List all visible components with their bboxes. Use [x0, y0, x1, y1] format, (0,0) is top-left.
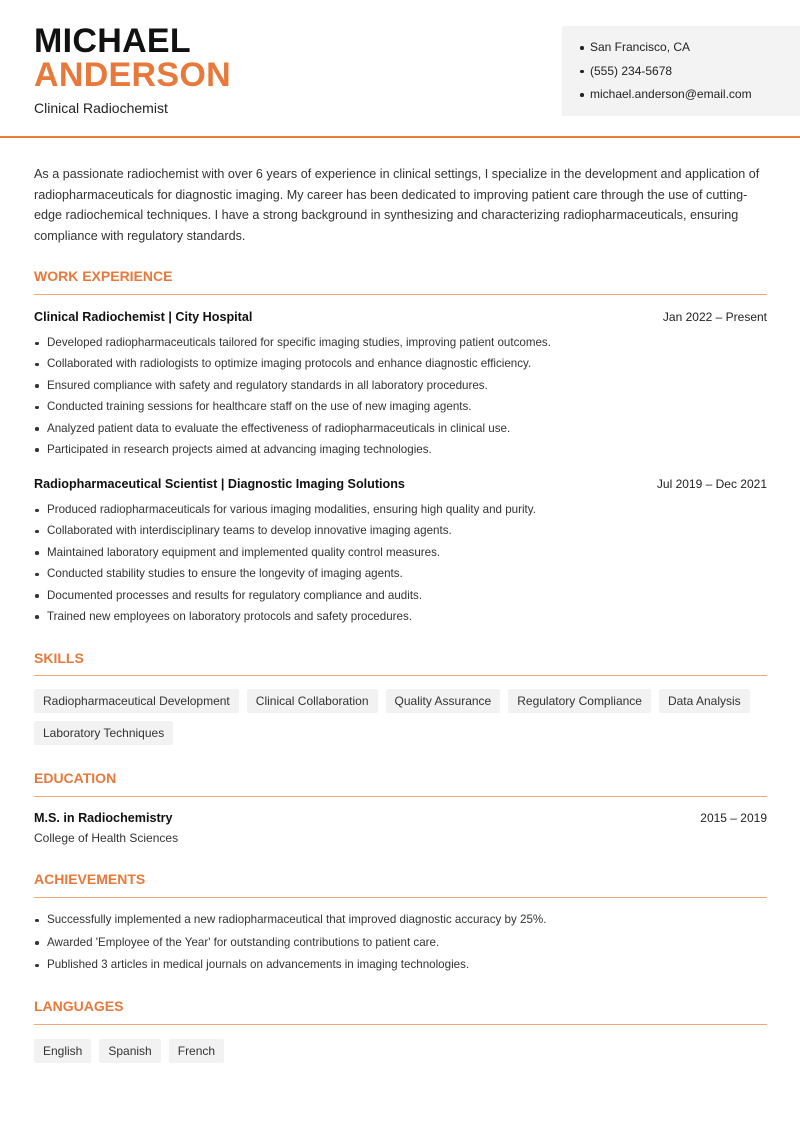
- summary: As a passionate radiochemist with over 6 years of experience in clinical settings, I specialize in the development and application of radiopharmaceuticals for diagnostic imaging. My career has been dedicated to improving patient care through the use of cutting-edge radiochemical techniques. I have a strong background in synthesizing and characterizing radiopharmaceuticals, ensuring compliance with regulatory standards.: [34, 167, 760, 243]
- job-header: [34, 477, 767, 491]
- skill-tag: Data Analysis: [659, 689, 750, 713]
- job-title: Clinical Radiochemist: [34, 100, 168, 116]
- contact-email[interactable]: michael.anderson@email.com: [580, 85, 800, 109]
- job-header: [34, 310, 767, 324]
- list-item: Conducted stability studies to ensure the longevity of imaging agents.: [34, 565, 767, 586]
- section-title-skills: SKILLS: [34, 650, 84, 666]
- first-name: MICHAEL: [34, 22, 191, 60]
- list-item: Ensured compliance with safety and regulatory standards in all laboratory procedures.: [34, 377, 767, 398]
- language-tags: [34, 1039, 774, 1063]
- list-item: Developed radiopharmaceuticals tailored for specific imaging studies, improving patient outcomes.: [34, 334, 767, 355]
- resume-header: [0, 0, 800, 138]
- skill-tag: Quality Assurance: [386, 689, 501, 713]
- list-item: Trained new employees on laboratory protocols and safety procedures.: [34, 608, 767, 629]
- section-divider: [34, 897, 767, 898]
- job-dates: Jan 2022 – Present: [662, 310, 767, 324]
- skill-tag: Regulatory Compliance: [508, 689, 651, 713]
- education-dates: 2015 – 2019: [700, 811, 767, 825]
- section-title-languages: LANGUAGES: [34, 998, 124, 1014]
- section-divider: [34, 796, 767, 797]
- language-tag: English: [34, 1039, 91, 1063]
- contact-list: [580, 38, 800, 109]
- section-divider: [34, 1024, 767, 1025]
- job-bullets: [34, 334, 767, 462]
- skill-tag: Radiopharmaceutical Development: [34, 689, 239, 713]
- list-item: Collaborated with radiologists to optimize imaging protocols and enhance diagnostic efficiency.: [34, 355, 767, 376]
- contact-location: San Francisco, CA: [580, 38, 800, 62]
- section-divider: [34, 675, 767, 676]
- education-degree: M.S. in Radiochemistry: [34, 811, 173, 825]
- list-item: Collaborated with interdisciplinary teams to develop innovative imaging agents.: [34, 522, 767, 543]
- section-title-education: EDUCATION: [34, 770, 117, 786]
- job-role: Clinical Radiochemist | City Hospital: [34, 310, 253, 324]
- list-item: Produced radiopharmaceuticals for various imaging modalities, ensuring high quality and purity.: [34, 501, 767, 522]
- list-item: Awarded 'Employee of the Year' for outstanding contributions to patient care.: [34, 934, 767, 957]
- last-name: ANDERSON: [34, 56, 231, 94]
- language-tag: Spanish: [99, 1039, 160, 1063]
- skill-tag: Clinical Collaboration: [247, 689, 378, 713]
- list-item: Successfully implemented a new radiopharmaceutical that improved diagnostic accuracy by 25%.: [34, 911, 767, 934]
- list-item: Documented processes and results for regulatory compliance and audits.: [34, 587, 767, 608]
- section-divider: [34, 294, 767, 295]
- list-item: Conducted training sessions for healthcare staff on the use of new imaging agents.: [34, 398, 767, 419]
- language-tag: French: [169, 1039, 224, 1063]
- section-title-achievements: ACHIEVEMENTS: [34, 871, 146, 887]
- list-item: Analyzed patient data to evaluate the effectiveness of radiopharmaceuticals in clinical use.: [34, 420, 767, 441]
- list-item: Published 3 articles in medical journals on advancements in imaging technologies.: [34, 956, 767, 979]
- education-school: College of Health Sciences: [34, 831, 179, 845]
- contact-phone: (555) 234-5678: [580, 62, 800, 86]
- achievement-bullets: [34, 911, 767, 979]
- job-dates: Jul 2019 – Dec 2021: [656, 477, 767, 491]
- job-bullets: [34, 501, 767, 629]
- skills-tags: [34, 689, 774, 745]
- section-title-work: WORK EXPERIENCE: [34, 268, 173, 284]
- list-item: Maintained laboratory equipment and implemented quality control measures.: [34, 544, 767, 565]
- skill-tag: Laboratory Techniques: [34, 721, 173, 745]
- list-item: Participated in research projects aimed at advancing imaging technologies.: [34, 441, 767, 462]
- contact-box: [562, 26, 800, 116]
- job-role: Radiopharmaceutical Scientist | Diagnostic Imaging Solutions: [34, 477, 405, 491]
